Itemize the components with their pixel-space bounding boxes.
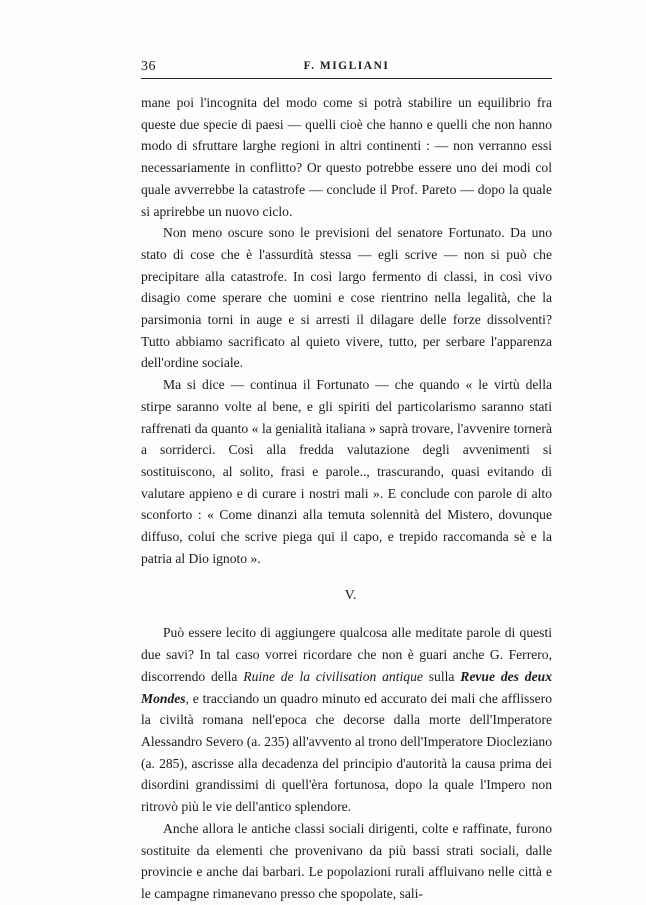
paragraph-4 [141, 622, 552, 817]
section-heading: V. [344, 588, 357, 604]
paragraph-5: Anche allora le antiche classi sociali dirigenti, colte e raffinate, furono sostituite da elementi che provenivano da più bassi strati sociali, dalle provincie e anche dai barbari. Le popolazioni rurali affluivano nelle città e le campagne rimanevano presso che spopolate, sali- [141, 820, 552, 901]
page-header [141, 59, 552, 81]
body-text [141, 92, 552, 905]
paragraph-3: Ma si dice — continua il Fortunato — che quando « le virtù della stirpe saranno volte al bene, e gli spiriti del particolarismo saranno stati raffrenati da quanto « la genialità italiana » saprà trovare, l'avvenire tornerà a sorriderci. Così alla fredda valutazione degli avvenimenti si sostituiscono, al solito, frasi e parole.., trascurando, quasi evitando di valutare appieno e di curare i nostri mali ». E conclude con parole di alto sconforto : « Come dinanzi alla temuta solennità del Mistero, dovunque diffuso, colui che scrive piega qui il capo, e trepido raccomanda sè e la patria al Dio ignoto ». [141, 377, 552, 566]
page-number: 36 [141, 59, 156, 74]
paragraph-4-text-a: Può essere lecito di aggiungere qualcosa alle meditate parole di questi due savi? In tal caso vorrei ricordare che non è guari anche G. Ferrero, discorrendo della [141, 625, 552, 684]
work-title-ruine: Ruine de la civilisation antique [243, 668, 423, 684]
paragraph-1: mane poi l'incognita del modo come si potrà stabilire un equilibrio fra queste due specie di paesi — quelli cioè che hanno e quelli che non hanno modo di sfruttare larghe regioni in altri continenti : — non verranno essi necessariamente in conflitto? Or questo potrebbe essere uno dei modi col quale avverrebbe la catastrofe — conclude il Prof. Pareto — dopo la quale si aprirebbe un nuovo ciclo. [141, 95, 552, 219]
paragraph-2: Non meno oscure sono le previsioni del senatore Fortunato. Da uno stato di cose che è l'assurdità stessa — egli scrive — non si può che precipitare alla catastrofe. In così largo fermento di classi, in così vivo disagio come sperare che uomini e cose rientrino nella legalità, che la parsimonia torni in auge e si arresti il dilagare delle forze dissolventi? Tutto abbiamo sacrificato al quieto vivere, tutto, per serbare l'apparenza dell'ordine sociale. [141, 225, 552, 371]
running-head: F. MIGLIANI [303, 60, 390, 72]
header-rule [141, 78, 552, 79]
journal-title-revue: Revue des deux Mondes [141, 668, 552, 706]
paragraph-4-text-b: sulla [422, 668, 461, 684]
paragraph-4-text-c: , e tracciando un quadro minuto ed accurato dei mali che afflissero la civiltà romana nell'epoca che decorse dalla morte dell'Imperatore Alessandro Severo (a. 235) all'avvento al trono dell'Imperatore Diocleziano (a. 285), ascrisse alla decadenza del principio d'autorità la causa prima dei disordini grandissimi di quell'èra fortunosa, dopo la quale l'Impero non ritrovò più le vie dell'antico splendore. [141, 690, 552, 815]
